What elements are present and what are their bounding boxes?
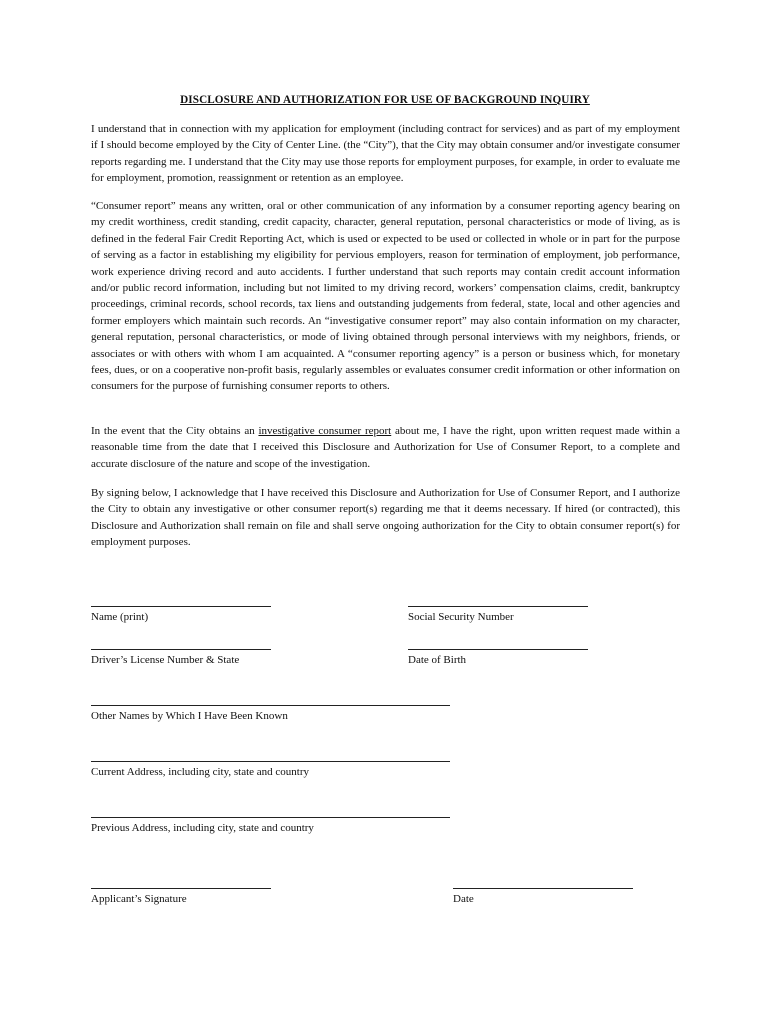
drivers-license-line[interactable] xyxy=(91,649,271,650)
signature-date-field[interactable] xyxy=(453,888,633,905)
applicant-signature-label: Applicant’s Signature xyxy=(91,893,187,905)
paragraph-consent: I understand that in connection with my application for employment (including contract for services) and as part of my employment if I should become employed by the City of Center Line. (the “City”), that the City may obtain consumer and/or investigate consumer reports regarding me. I understand that the City may use those reports for employment purposes, for example, in order to evaluate me for employment, promotion, reassignment or retention as an employee. xyxy=(91,123,680,185)
paragraph-disclosure-rights-end: about me, I have the right, upon written request made within a reasonable time from the date that I received this Disclosure and Authorization for Use of Consumer Report, to a complete and accurate disclosure of the nature and scope of the investigation. xyxy=(91,425,680,470)
drivers-license-label: Driver’s License Number & State xyxy=(91,654,240,666)
previous-address-label: Previous Address, including city, state and country xyxy=(91,822,314,834)
ssn-field[interactable] xyxy=(408,606,588,623)
previous-address-field[interactable] xyxy=(91,817,450,834)
signature-date-line[interactable] xyxy=(453,888,633,889)
other-names-field[interactable] xyxy=(91,705,450,722)
paragraph-authorization: By signing below, I acknowledge that I have received this Disclosure and Authorization for Use of Consumer Report, and I authorize the City to obtain any investigative or other consumer report(s) regarding me that it deems necessary. If hired (or contracted), this Disclosure and Authorization shall remain on file and shall serve ongoing authorization for the City to obtain consumer report(s) for employment purposes. xyxy=(91,487,680,549)
date-of-birth-field[interactable] xyxy=(408,649,588,666)
investigative-report-term: investigative consumer report xyxy=(258,425,392,437)
paragraph-consumer-report-definition: “Consumer report” means any written, oral or other communication of any information by a consumer reporting agency bearing on my credit worthiness, credit standing, credit capacity, character, general reputation, personal characteristics or mode of living, as is defined in the federal Fair Credit Reporting Act, which is used or expected to be used or collected in whole or in part for the purpose of serving as a factor in establishing my eligibility for pervious employers, reason for termination of employment, job performance, work experience driving record and auto accidents. I further understand that such reports may contain credit account information and/or public record information, including but not limited to my driving record, workers’ compensation claims, credit, bankruptcy proceedings, criminal records, school records, tax liens and outstanding judgements from federal, state, local and other agencies and former employers which maintain such records. An “investigative consumer report” may also contain information on my character, general reputation, personal characteristics, or mode of living obtained through personal interviews with my neighbors, friends, or associates or with others with whom I am acquainted. A “consumer reporting agency” is a person or business which, for monetary fees, dues, or on a cooperative non-profit basis, regularly assembles or evaluates consumer credit information or other information on consumers for the purpose of furnishing consumer reports to others. xyxy=(91,200,680,393)
applicant-signature-field[interactable] xyxy=(91,888,271,905)
date-of-birth-label: Date of Birth xyxy=(408,654,467,666)
signature-date-label: Date xyxy=(453,893,474,905)
paragraph-disclosure-rights-start: In the event that the City obtains an xyxy=(91,425,259,437)
previous-address-line[interactable] xyxy=(91,817,450,818)
current-address-line[interactable] xyxy=(91,761,450,762)
other-names-line[interactable] xyxy=(91,705,450,706)
name-print-line[interactable] xyxy=(91,606,271,607)
name-print-label: Name (print) xyxy=(91,611,149,623)
document-title: DISCLOSURE AND AUTHORIZATION FOR USE OF BACKGROUND INQUIRY xyxy=(180,94,590,106)
ssn-label: Social Security Number xyxy=(408,611,514,623)
paragraph-disclosure-rights xyxy=(91,423,680,472)
current-address-label: Current Address, including city, state and country xyxy=(91,766,310,778)
drivers-license-field[interactable] xyxy=(91,649,271,666)
current-address-field[interactable] xyxy=(91,761,450,778)
date-of-birth-line[interactable] xyxy=(408,649,588,650)
ssn-line[interactable] xyxy=(408,606,588,607)
other-names-label: Other Names by Which I Have Been Known xyxy=(91,710,288,722)
applicant-signature-line[interactable] xyxy=(91,888,271,889)
name-print-field[interactable] xyxy=(91,606,271,623)
